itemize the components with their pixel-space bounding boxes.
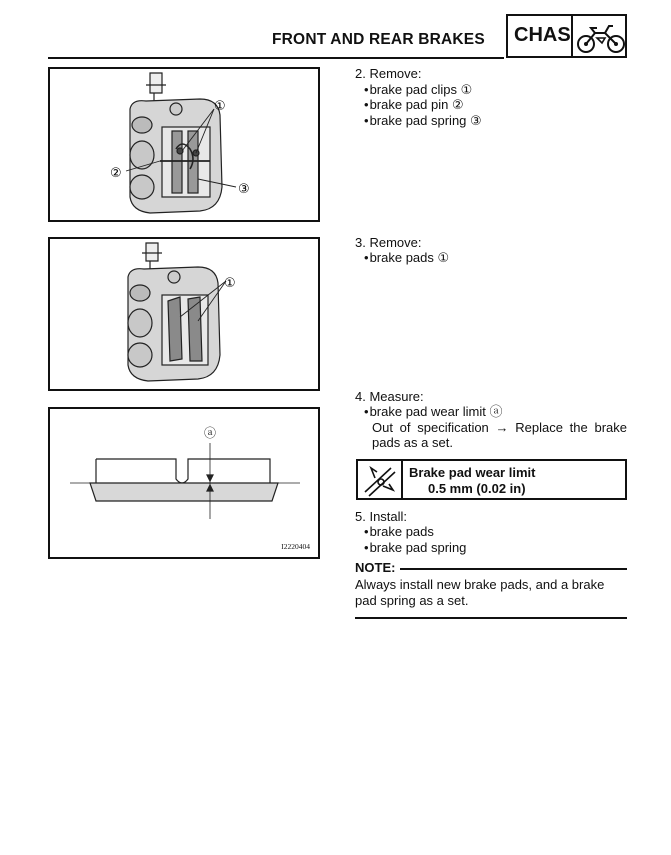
section-title: FRONT AND REAR BRAKES bbox=[272, 31, 485, 48]
note-rule bbox=[400, 568, 627, 570]
brake-pad-wear-diagram bbox=[48, 407, 320, 559]
fig3-callout-a: ⓐ bbox=[204, 426, 217, 440]
step-4-instruction-line-2: pads as a set. bbox=[372, 435, 453, 450]
spec-title: Brake pad wear limit bbox=[409, 465, 536, 480]
step-2-item: • brake pad clips ① bbox=[364, 82, 472, 98]
caliper-gauge-icon bbox=[361, 462, 399, 498]
fig1-callout-3: ③ bbox=[238, 182, 250, 197]
spec-divider bbox=[401, 461, 403, 498]
wear-limit-illustration bbox=[50, 409, 318, 557]
caliper-figure-brake-pads bbox=[48, 237, 320, 391]
note-label: NOTE: bbox=[355, 560, 396, 575]
caliper-illustration-1 bbox=[50, 69, 318, 220]
step-2-item: • brake pad pin ② bbox=[364, 97, 464, 113]
spec-value: 0.5 mm (0.02 in) bbox=[428, 481, 526, 496]
step-3-title: 3. Remove: bbox=[355, 235, 422, 250]
caliper-figure-clips-pin-spring bbox=[48, 67, 320, 222]
note-end-rule bbox=[355, 617, 627, 619]
note-text: Always install new brake pads, and a brake pad spring as a set. bbox=[355, 577, 605, 608]
figure-code: I2220404 bbox=[281, 542, 310, 551]
step-5-item: • brake pad spring bbox=[364, 540, 466, 556]
motorcycle-icon bbox=[575, 19, 627, 55]
step-4-item: • brake pad wear limit ⓐ bbox=[364, 404, 503, 420]
caliper-illustration-2 bbox=[50, 239, 318, 389]
fig1-callout-1: ① bbox=[214, 99, 226, 114]
step-5-title: 5. Install: bbox=[355, 509, 408, 524]
step-3-item: • brake pads ① bbox=[364, 250, 449, 266]
step-2-item: • brake pad spring ③ bbox=[364, 113, 482, 129]
step-5-item: • brake pads bbox=[364, 524, 434, 540]
fig2-callout-1: ① bbox=[224, 276, 236, 291]
step-2-title: 2. Remove: bbox=[355, 66, 422, 81]
step-4-title: 4. Measure: bbox=[355, 389, 424, 404]
spec-box bbox=[356, 459, 627, 500]
chapter-tab bbox=[506, 14, 627, 58]
fig1-callout-2: ② bbox=[110, 166, 122, 181]
chapter-tab-label: CHAS bbox=[514, 24, 571, 46]
step-4-instruction-line-1: Out of specification → Replace the brake bbox=[372, 420, 627, 435]
chapter-tab-divider bbox=[571, 16, 573, 56]
header-rule bbox=[48, 57, 504, 59]
